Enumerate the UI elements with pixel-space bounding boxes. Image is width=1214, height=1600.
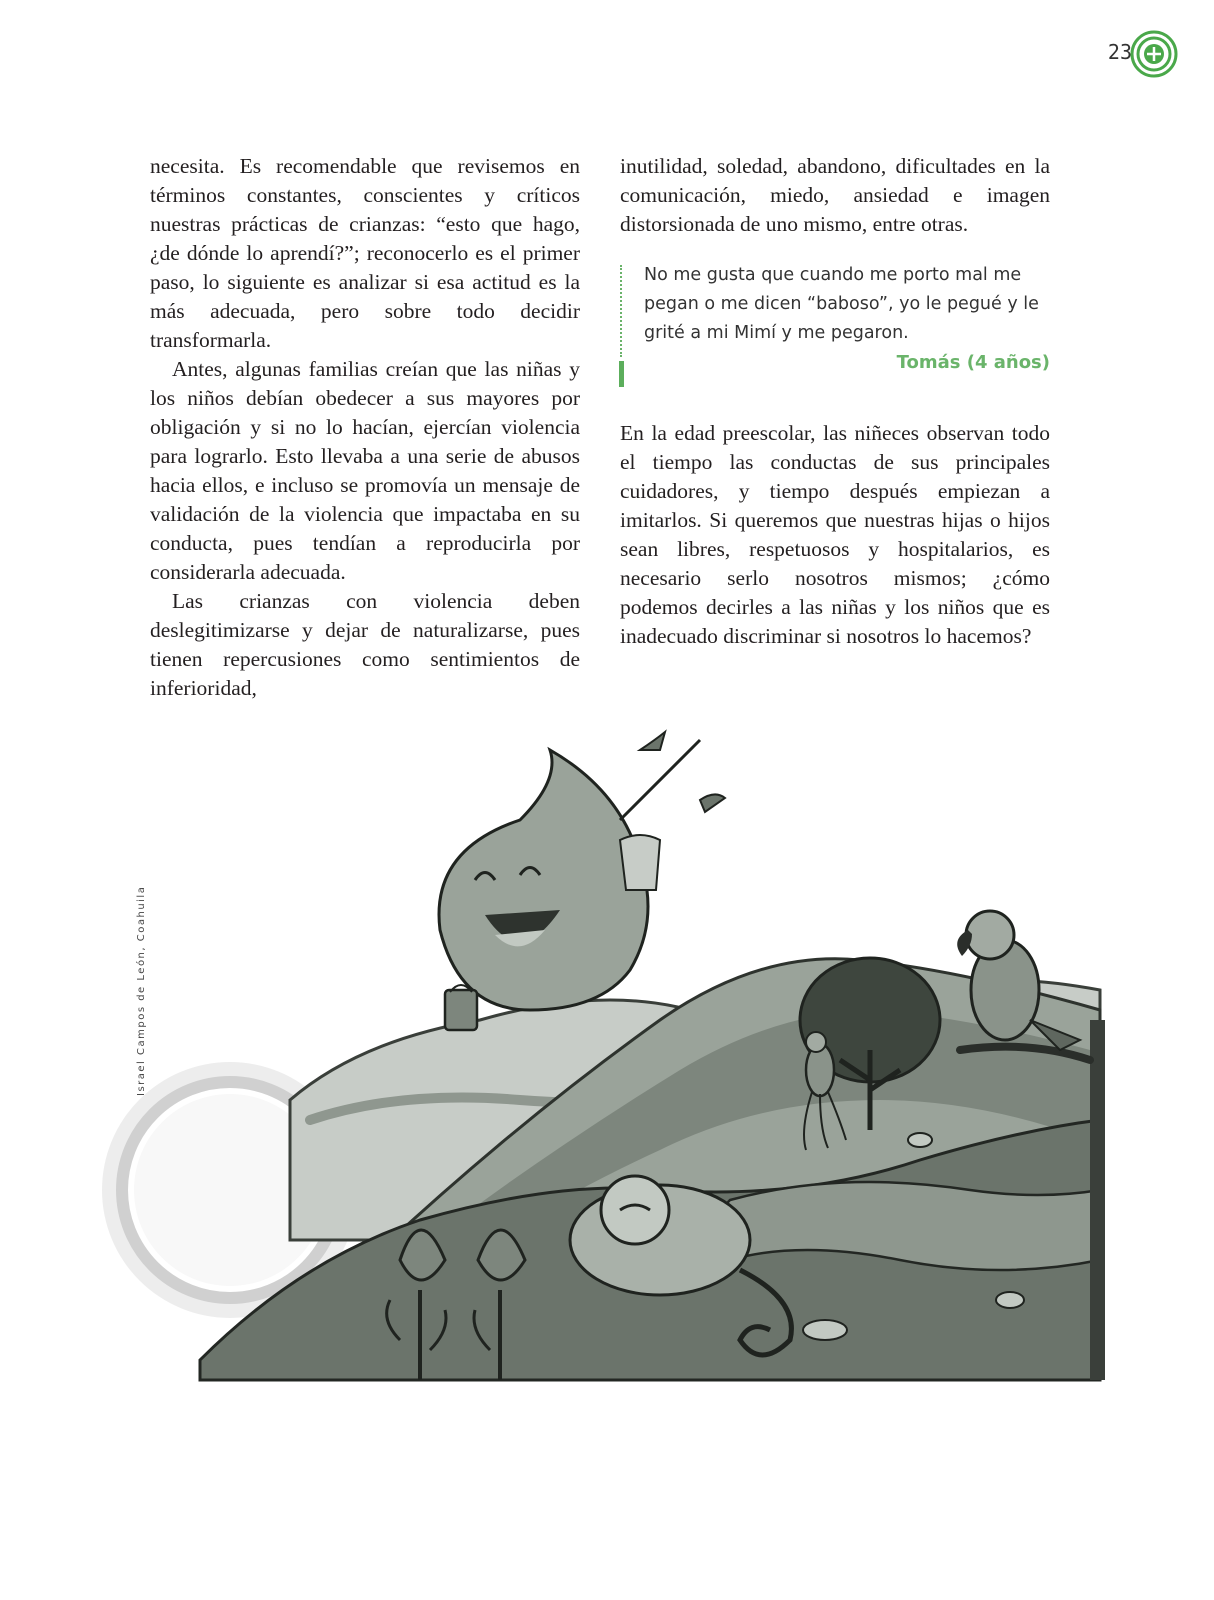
fire-character-icon <box>439 732 725 1030</box>
right-cliff <box>1090 1020 1105 1380</box>
paragraph-continuation: inutilidad, soledad, abandono, dificultades en la comunicación, miedo, ansiedad e imagen distorsionada de uno mismo, entre otras. <box>620 154 1050 236</box>
page-number: 23 <box>1107 40 1132 64</box>
illustration-credit: Israel Campos de León, Coahuila <box>136 885 147 1096</box>
testimonial-quote <box>620 261 1050 373</box>
paragraph-3: Las crianzas con violencia deben deslegitimizarse y dejar de naturalizarse, pues tienen repercusiones como sentimientos de inferioridad, <box>150 589 580 700</box>
paragraph-1: necesita. Es recomendable que revisemos en términos constantes, conscientes y críticos nuestras prácticas de crianzas: “esto que hago, ¿de dónde lo aprendí?”; reconocerlo es el primer paso, lo siguiente es analizar si esa actitud es la más adecuada, pero sobre todo decidir transformarla. <box>150 154 580 352</box>
paragraph-2: Antes, algunas familias creían que las niñas y los niños debían obedecer a sus mayores por obligación y si no lo hacían, ejercían violencia para lograrlo. Esto llevaba a una serie de abusos hacia ellos, e incluso se promovía un mensaje de validación de la violencia que impactaba en su conducta, pues tendían a reproducirla por considerarla adecuada. <box>150 357 580 584</box>
paragraph-preschool: En la edad preescolar, las niñeces observan todo el tiempo las conductas de sus principales cuidadores, y tiempo después empiezan a imitarlos. Si queremos que nuestras hijas o hijos sean libres, respetuosos y hospitalarios, es necesario serlo nosotros mismos; ¿cómo podemos decirles a las niñas y los niños que es inadecuado discriminar si nosotros lo hacemos? <box>620 421 1050 648</box>
conafe-logo-icon <box>1130 30 1178 78</box>
illustration-landscape <box>100 720 1120 1400</box>
rock <box>908 1133 932 1147</box>
quote-text: No me gusta que cuando me porto mal me pegan o me dicen “baboso”, yo le pegué y le grité a mi Mimí y me pegaron. <box>644 265 1039 343</box>
quote-author: Tomás (4 años) <box>896 352 1050 373</box>
left-column <box>150 152 580 703</box>
quote-dotted-rule <box>620 265 622 357</box>
rock <box>996 1292 1024 1308</box>
right-column <box>620 152 1050 651</box>
rock <box>803 1320 847 1340</box>
quote-accent-bar <box>619 361 624 387</box>
